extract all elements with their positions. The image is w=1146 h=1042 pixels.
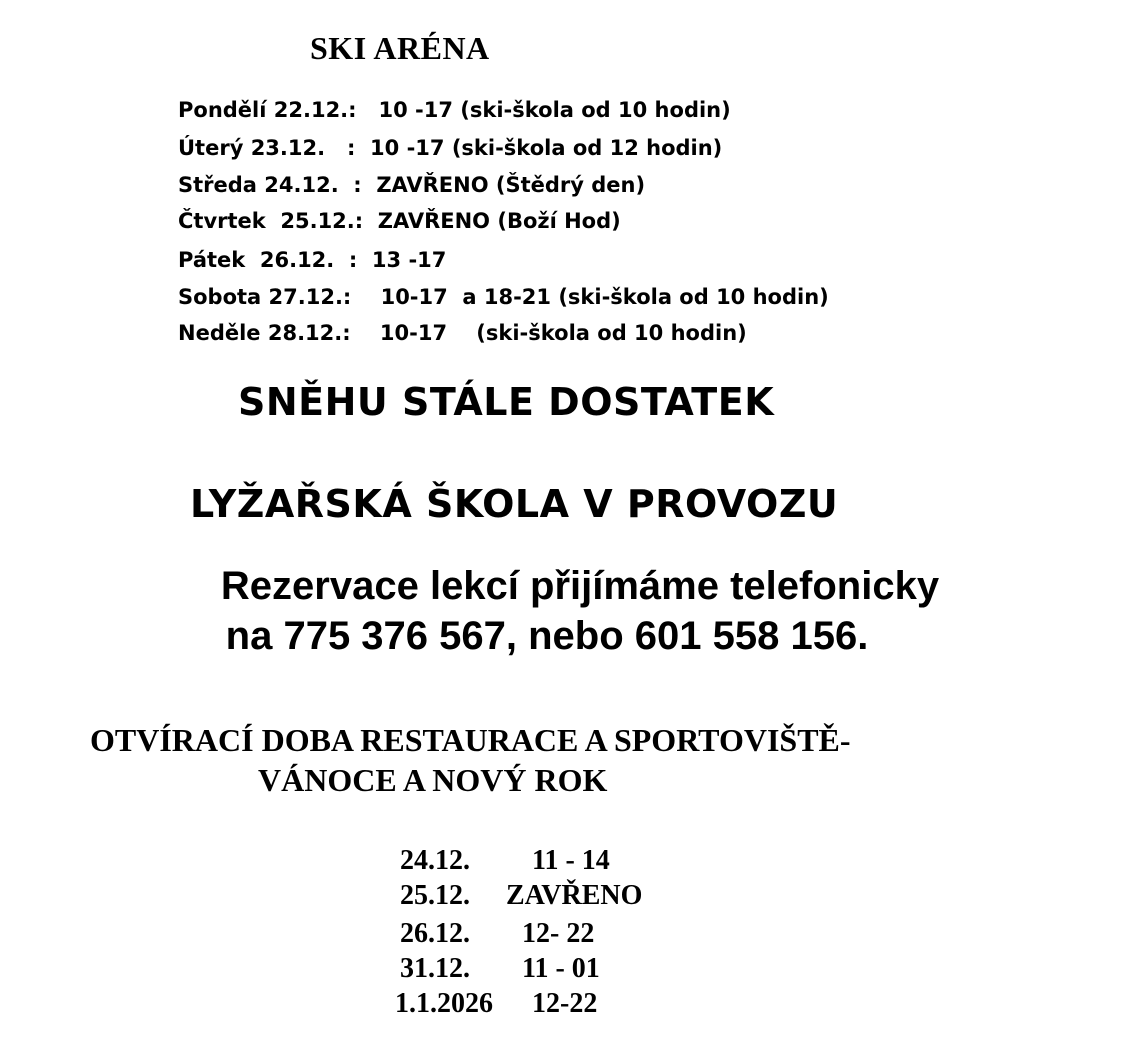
schedule-line: Úterý 23.12. : 10 -17 (ski-škola od 12 hodin) (178, 136, 723, 160)
snow-notice: SNĚHU STÁLE DOSTATEK (238, 380, 775, 424)
schedule-line: Středa 24.12. : ZAVŘENO (Štědrý den) (178, 173, 646, 197)
reservation-line-1: Rezervace lekcí přijímáme telefonicky (220, 564, 940, 608)
hours-date: 25.12. (400, 880, 470, 911)
hours-time: 12- 22 (522, 918, 595, 949)
schedule-line: Neděle 28.12.: 10-17 (ski-škola od 10 hodin) (178, 321, 747, 345)
page-title: SKI ARÉNA (310, 30, 490, 66)
hours-time: 11 - 14 (532, 845, 610, 876)
hours-time: 12-22 (532, 988, 598, 1019)
hours-time: 11 - 01 (522, 953, 600, 984)
schedule-line: Sobota 27.12.: 10-17 a 18-21 (ski-škola od 10 hodin) (178, 285, 829, 309)
schedule-line: Pátek 26.12. : 13 -17 (178, 248, 447, 272)
hours-date: 1.1.2026 (395, 988, 493, 1019)
reservation-phone-line: na 775 376 567, nebo 601 558 156. (225, 614, 869, 658)
hours-date: 31.12. (400, 953, 470, 984)
restaurant-heading-line-2: VÁNOCE A NOVÝ ROK (258, 762, 608, 798)
schedule-line: Pondělí 22.12.: 10 -17 (ski-škola od 10 hodin) (178, 98, 731, 122)
schedule-line: Čtvrtek 25.12.: ZAVŘENO (Boží Hod) (178, 209, 621, 233)
hours-date: 24.12. (400, 845, 470, 876)
hours-time: ZAVŘENO (506, 880, 643, 911)
school-notice: LYŽAŘSKÁ ŠKOLA V PROVOZU (190, 482, 839, 526)
restaurant-heading-line-1: OTVÍRACÍ DOBA RESTAURACE A SPORTOVIŠTĚ- (90, 722, 851, 758)
hours-date: 26.12. (400, 918, 470, 949)
